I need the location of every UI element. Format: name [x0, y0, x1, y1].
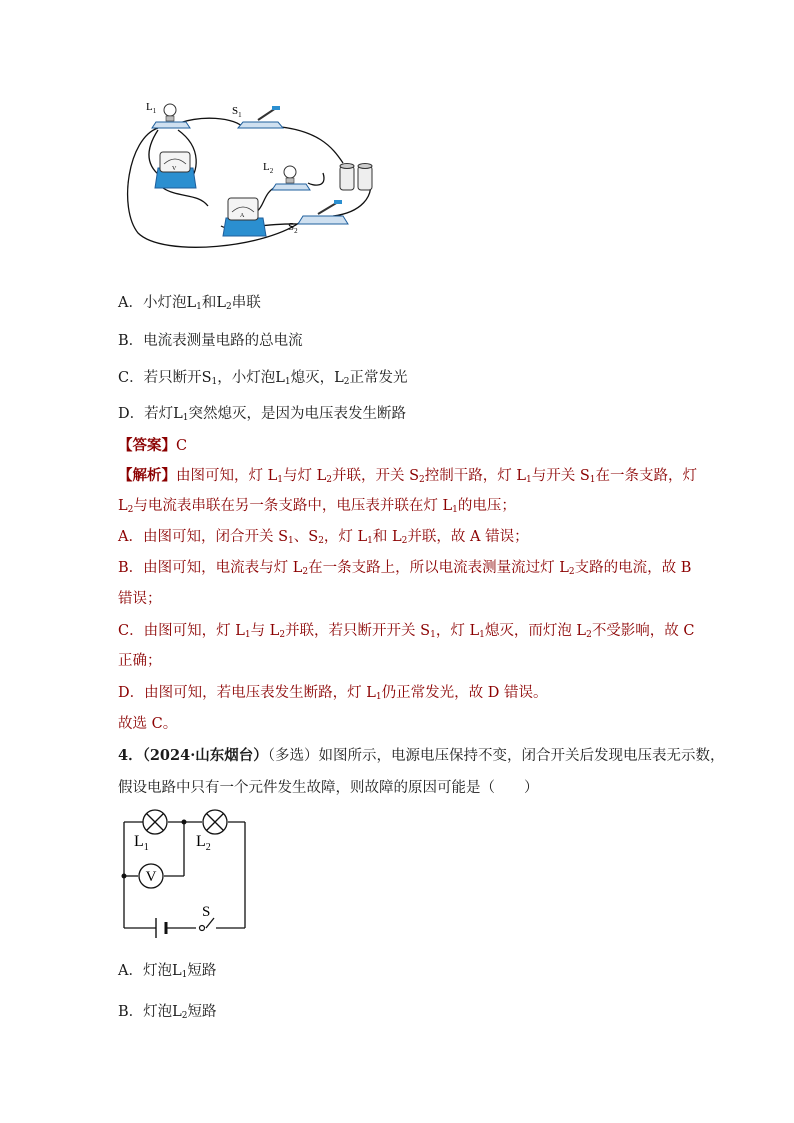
ammeter-icon — [223, 198, 266, 236]
circuit-photo-diagram — [118, 98, 388, 258]
svg-text:S2: $S_2$ — [288, 221, 298, 235]
diagram2-label-L1: L — [134, 833, 144, 850]
switch-S1-icon — [238, 106, 283, 128]
bulb-L1-icon — [152, 104, 190, 128]
option-3D: D．若灯$L_1$突然熄灭，是因为电压表发生断路 — [118, 406, 407, 423]
diagram2-label-L2: L — [196, 833, 206, 850]
battery-symbol — [156, 918, 166, 938]
analysis-option-b-1: B．由图可知，电流表与灯 $L_2$在一条支路上，所以电流表测量流过灯 $L_2$支路的电流，故 B — [118, 560, 692, 577]
option-3A: A．小灯泡$L_1$和$L_2$串联 — [118, 295, 261, 312]
diagram1-label-S2: S — [288, 221, 295, 233]
diagram1-label-L1: L — [146, 101, 153, 113]
svg-text:L2: $L_2$ — [263, 161, 274, 175]
analysis-option-d: D．由图可知，若电压表发生断路，灯 $L_1$仍正常发光，故 D 错误。 — [118, 685, 548, 702]
answer-tag: 【答案】 — [118, 437, 176, 454]
lamp-L1-icon — [143, 810, 167, 834]
question-4-line-1: 4．（2024·山东烟台）（多选）如图所示，电源电压保持不变，闭合开关后发现电压表无示数， — [118, 747, 725, 764]
analysis-option-a: A．由图可知，闭合开关 $S_1$、$S_2$，灯 $L_1$和 $L_2$并联，故 A 错误； — [118, 529, 529, 546]
diagram1-meter-v: V — [172, 166, 177, 172]
analysis-conclusion: 故选 C。 — [118, 716, 178, 732]
svg-text:S1: $S_1$ — [232, 105, 242, 119]
lamp-L2-icon — [203, 810, 227, 834]
analysis-option-b-2: 错误； — [118, 591, 162, 607]
option-3B: B．电流表测量电路的总电流 — [118, 333, 303, 349]
option-4B: B．灯泡$L_2$短路 — [118, 1004, 217, 1021]
svg-text:L1: $L_1$ — [134, 833, 149, 853]
junction-dot — [182, 820, 187, 825]
voltmeter-label: V — [145, 869, 157, 885]
voltmeter-symbol-icon — [139, 864, 163, 888]
analysis-line-1: 【解析】由图可知，灯 $L_1$与灯 $L_2$并联，开关 $S_2$控制干路，灯 $L_1$与开关 $S_1$在一条支路，灯 — [118, 467, 698, 485]
diagram2-label-S: S — [202, 904, 211, 920]
diagram1-meter-a: A — [240, 213, 245, 219]
svg-text:L1: $L_1$ — [146, 101, 157, 115]
answer-value: C — [176, 438, 188, 454]
option-4A: A．灯泡$L_1$短路 — [118, 963, 217, 980]
battery-icon — [340, 164, 372, 191]
question-source: （2024·山东烟台） — [142, 747, 268, 764]
answer-line — [118, 436, 187, 456]
question-number: 4． — [118, 747, 143, 764]
analysis-option-c-2: 正确； — [118, 653, 162, 669]
switch-S2-icon — [298, 200, 348, 224]
svg-text:L2: $L_2$ — [196, 833, 211, 853]
diagram1-label-S1: S — [232, 105, 239, 117]
analysis-line-2: $L_2$与电流表串联在另一条支路中，电压表并联在灯 $L_1$的电压； — [118, 498, 516, 515]
analysis-option-c-1: C．由图可知，灯 $L_1$与 $L_2$并联，若只断开开关 $S_1$，灯 $L_1$熄灭，而灯泡 $L_2$不受影响，故 C — [118, 623, 695, 640]
switch-contact-icon — [200, 926, 205, 931]
question-4-line-2: 假设电路中只有一个元件发生故障，则故障的原因可能是（ ） — [118, 780, 539, 796]
circuit-schematic-diagram — [118, 808, 258, 943]
junction-dot — [122, 874, 127, 879]
bulb-L2-icon — [272, 166, 310, 190]
option-3C: C．若只断开$S_1$，小灯泡$L_1$熄灭，$L_2$正常发光 — [118, 370, 408, 387]
diagram1-label-L2: L — [263, 161, 270, 173]
